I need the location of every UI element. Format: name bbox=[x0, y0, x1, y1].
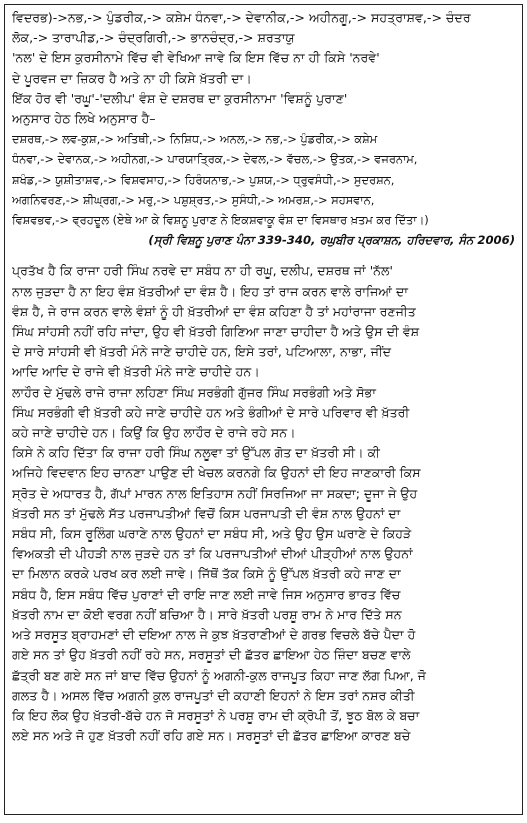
paragraph-line: ਲਾਹੌਰ ਦੇ ਮੁੱਢਲੇ ਰਾਜੇ ਰਾਜਾ ਲਹਿਣਾ ਸਿੰਘ ਸਰਭੰਗੀ ਗੁੱਜਰ ਸਿੰਘ ਸਰਭੰਗੀ ਅਤੇ ਸੋਭਾ bbox=[12, 384, 376, 400]
lineage-line: ਅਗਨਿਵਰਣ,-> ਸ਼ੀਘ੍ਰਗ,-> ਮਰੁ,-> ਪਸ਼ੁਸ਼੍ਰਤ,-> ਸੁਸੰਧੀ,-> ਅਮਰਸ਼,-> ਸਹਸਵਾਨ, bbox=[12, 192, 375, 207]
lineage-line: ਦਸ਼ਰਥ,-> ਲਵ-ਕੁਸ਼,-> ਅਤਿਥੀ,-> ਨਿਸ਼ਿਧ,-> ਅਨਲ,-> ਨਭ,-> ਪੁੰਡਰੀਕ,-> ਕਸ਼ੇਮ bbox=[12, 132, 378, 147]
paragraph-line: ਆਦਿ ਆਦਿ ਦੇ ਰਾਜੇ ਵੀ ਖ਼ੱਤਰੀ ਮੰਨੇ ਜਾਣੇ ਚਾਹੀਦੇ ਹਨ। bbox=[12, 364, 260, 380]
paragraph-line: ਗਏ ਸਨ ਤਾਂ ਉਹ ਖ਼ੱਤਰੀ ਨਹੀਂ ਰਹੇ ਸਨ, ਸਰਸੂਤਾਂ ਦੀ ਛੱਤਰ ਛਾਇਆ ਹੇਠ ਜ਼ਿੰਦਾ ਬਚਣ ਵਾਲੇ bbox=[12, 647, 411, 663]
paragraph-line: ਅਤੇ ਸਰਸੂਤ ਬ੍ਰਾਹਮਣਾਂ ਦੀ ਦਇਆ ਨਾਲ ਜੇ ਕੁਝ ਖ਼ੱਤਰਾਣੀਆਂ ਦੇ ਗਰਭ ਵਿਚਲੇ ਬੱਚੇ ਪੈਦਾ ਹੋ bbox=[12, 627, 416, 643]
lineage-line: ਵਿਸ਼ਵਭਵ,-> ਵ੍ਰਹਦੂਲ (ਏਥੇ ਆ ਕੇ ਵਿਸ਼ਨੂ ਪੁਰਾਣ ਨੇ ਇਕਸ਼ਵਾਕੂ ਵੰਸ਼ ਦਾ ਵਿਸਥਾਰ ਖ਼ਤਮ ਕਰ ਦਿੱਤਾ।) bbox=[12, 213, 429, 228]
paragraph-line: ਪ੍ਰਤੱਖ ਹੈ ਕਿ ਰਾਜਾ ਹਰੀ ਸਿੰਘ ਨਰਵੇ ਦਾ ਸਬੰਧ ਨਾ ਹੀ ਰਘੂ, ਦਲੀਪ, ਦਸ਼ਰਥ ਜਾਂ 'ਨੱਲ' bbox=[12, 263, 394, 279]
paragraph-line: ਕਿਸੇ ਨੇ ਕਹਿ ਦਿੱਤਾ ਕਿ ਰਾਜਾ ਹਰੀ ਸਿੰਘ ਨਲੂਵਾ ਤਾਂ ਉੱਪਲ ਗੋਤ ਦਾ ਖ਼ੱਤਰੀ ਸੀ। ਕੀ bbox=[12, 445, 380, 461]
paragraph-line: ਸਿੰਘ ਸਰਭੰਗੀ ਵੀ ਖ਼ੱਤਰੀ ਕਹੇ ਜਾਣੇ ਚਾਹੀਦੇ ਹਨ ਅਤੇ ਭੰਗੀਆਂ ਦੇ ਸਾਰੇ ਪਰਿਵਾਰ ਵੀ ਖ਼ੱਤਰੀ bbox=[12, 404, 410, 420]
lineage-line: ਲੋਕ,-> ਤਾਰਾਪੀਡ,-> ਚੰਦ੍ਰਗਿਰੀ,-> ਭਾਨਚੰਦ੍ਰ,-> ਸ਼ਰਤਾਯੁ bbox=[12, 30, 295, 46]
text-line: ਦੇ ਪੂਰਵਜ ਦਾ ਜ਼ਿਕਰ ਹੈ ਅਤੇ ਨਾ ਹੀ ਕਿਸੇ ਖ਼ੱਤਰੀ ਦਾ। bbox=[12, 70, 252, 86]
source-reference: (ਸ੍ਰੀ ਵਿਸ਼ਨੂ ਪੁਰਾਣ ਪੰਨਾ 339-340, ਰਘੁਬੀਰ ਪ੍ਰਕਾਸ਼ਨ, ਹਰਿਦਵਾਰ, ਸੰਨ 2006) bbox=[148, 233, 515, 248]
paragraph-line: ਖ਼ੱਤਰੀ ਸਨ ਤਾਂ ਮੁੱਢਲੇ ਸੱਤ ਪਰਜਾਪਤੀਆਂ ਵਿਚੋਂ ਕਿਸ ਪਰਜਾਪਤੀ ਦੀ ਵੰਸ਼ ਨਾਲ ਉਹਨਾਂ ਦਾ bbox=[12, 505, 401, 521]
paragraph-line: ਸਬੰਧ ਹੈ, ਇਸ ਸਬੰਧ ਵਿੱਚ ਪੁਰਾਣਾਂ ਦੀ ਰਾਇ ਜਾਣ ਲਈ ਜਾਵੇ ਜਿਸ ਅਨੁਸਾਰ ਭਾਰਤ ਵਿੱਚ bbox=[12, 586, 401, 602]
paragraph-line: ਵੰਸ਼ ਹੈ, ਜੇ ਰਾਜ ਕਰਨ ਵਾਲੇ ਵੰਸ਼ਾਂ ਨੂੰ ਹੀ ਖ਼ੱਤਰੀਆਂ ਦਾ ਵੰਸ਼ ਕਹਿਣਾ ਹੈ ਤਾਂ ਮਹਾਂਰਾਜਾ ਰਣਜੀਤ bbox=[12, 303, 416, 319]
document-page bbox=[4, 4, 523, 815]
text-line: ਇੱਕ ਹੋਰ ਵੀ 'ਰਘੂ'-'ਦਲੀਪ' ਵੰਸ਼ ਦੇ ਦਸ਼ਰਥ ਦਾ ਕੁਰਸੀਨਾਮਾ 'ਵਿਸ਼ਨੂੰ ਪੁਰਾਣ' bbox=[12, 90, 348, 106]
paragraph-line: ਕਹੇ ਜਾਣੇ ਚਾਹੀਦੇ ਹਨ। ਕਿਉਂ ਕਿ ਉਹ ਲਾਹੌਰ ਦੇ ਰਾਜੇ ਰਹੇ ਸਨ। bbox=[12, 425, 296, 441]
paragraph-line: ਸ੍ਰੋਤ ਦੇ ਅਧਾਰਤ ਹੈ, ਗੱਪਾਂ ਮਾਰਨ ਨਾਲ ਇਤਿਹਾਸ ਨਹੀਂ ਸਿਰਜਿਆ ਜਾ ਸਕਦਾ; ਦੂਜਾ ਜੇ ਉਹ bbox=[12, 485, 418, 501]
paragraph-line: ਦੇ ਸਾਰੇ ਸਾਂਹਸੀ ਵੀ ਖ਼ੱਤਰੀ ਮੰਨੇ ਜਾਣੇ ਚਾਹੀਦੇ ਹਨ, ਇਸੇ ਤਰਾਂ, ਪਟਿਆਲਾ, ਨਾਭਾ, ਜੀਂਦ bbox=[12, 344, 392, 360]
text-line: 'ਨਲ' ਦੇ ਇਸ ਕੁਰਸੀਨਾਮੇ ਵਿੱਚ ਵੀ ਵੇਖਿਆ ਜਾਵੇ ਕਿ ਇਸ ਵਿੱਚ ਨਾ ਹੀ ਕਿਸੇ 'ਨਰਵੇ' bbox=[12, 50, 380, 66]
paragraph-line: ਲਏ ਸਨ ਅਤੇ ਜੋ ਹੁਣ ਖ਼ੱਤਰੀ ਨਹੀਂ ਰਹਿ ਗਏ ਸਨ। ਸਰਸੂਤਾਂ ਦੀ ਛੱਤਰ ਛਾਇਆ ਕਾਰਣ ਬਚੇ bbox=[12, 728, 411, 744]
paragraph-line: ਖ਼ੱਤਰੀ ਨਾਮ ਦਾ ਕੋਈ ਵਰਗ ਨਹੀਂ ਬਚਿਆ ਹੈ। ਸਾਰੇ ਖ਼ੱਤਰੀ ਪਰਸ਼ੂ ਰਾਮ ਨੇ ਮਾਰ ਦਿੱਤੇ ਸਨ bbox=[12, 606, 402, 622]
paragraph-line: ਸਿੰਘ ਸਾਂਹਸੀ ਨਹੀਂ ਰਹਿ ਜਾਂਦਾ, ਉਹ ਵੀ ਖ਼ੱਤਰੀ ਗਿਣਿਆ ਜਾਣਾ ਚਾਹੀਦਾ ਹੈ ਅਤੇ ਉਸ ਦੀ ਵੰਸ਼ bbox=[12, 324, 420, 340]
lineage-line: ਧੰਨਵਾ,-> ਦੇਵਾਨਕ,-> ਅਹੀਨਗ,-> ਪਾਰਯਾਤ੍ਰਿਕ,-> ਦੇਵਲ,-> ਵੱਚਲ,-> ਉਤਕ,-> ਵਜਰਨਾਮ, bbox=[12, 152, 418, 167]
paragraph-line: ਕਿ ਇਹ ਲੋਕ ਉਹ ਖ਼ੱਤਰੀ-ਬੱਚੇ ਹਨ ਜੋ ਸਰਸੂਤਾਂ ਨੇ ਪਰਸ਼ੂ ਰਾਮ ਦੀ ਕ੍ਰੋਪੀ ਤੋਂ, ਝੂਠ ਬੋਲ ਕੇ ਬਚਾ bbox=[12, 707, 420, 723]
paragraph-line: ਨਾਲ ਜੁੜਦਾ ਹੈ ਨਾ ਇਹ ਵੰਸ਼ ਖ਼ੱਤਰੀਆਂ ਦਾ ਵੰਸ਼ ਹੈ। ਇਹ ਤਾਂ ਰਾਜ ਕਰਨ ਵਾਲੇ ਰਾਜਿਆਂ ਦਾ bbox=[12, 283, 408, 299]
paragraph-line: ਗਲਤ ਹੈ। ਅਸਲ ਵਿੱਚ ਅਗਨੀ ਕੁਲ ਰਾਜਪੂਤਾਂ ਦੀ ਕਹਾਣੀ ਇਹਨਾਂ ਨੇ ਇਸ ਤਰਾਂ ਨਸ਼ਰ ਕੀਤੀ bbox=[12, 687, 415, 703]
paragraph-line: ਵਿਅਕਤੀ ਦੀ ਪੀਹੜੀ ਨਾਲ ਜੁੜਦੇ ਹਨ ਤਾਂ ਕਿ ਪਰਜਾਪਤੀਆਂ ਦੀਆਂ ਪੀੜ੍ਹੀਆਂ ਨਾਲ ਉਹਨਾਂ bbox=[12, 546, 413, 562]
paragraph-line: ਦਾ ਮਿਲਾਨ ਕਰਕੇ ਪਰਖ ਕਰ ਲਈ ਜਾਵੇ। ਜਿੱਥੋਂ ਤੱਕ ਕਿਸੇ ਨੂੰ ਉੱਪਲ ਖ਼ੱਤਰੀ ਕਹੇ ਜਾਣ ਦਾ bbox=[12, 566, 401, 582]
paragraph-gap bbox=[12, 250, 515, 261]
text-line: ਅਨੁਸਾਰ ਹੇਠ ਲਿਖੇ ਅਨੁਸਾਰ ਹੈ– bbox=[12, 111, 156, 127]
lineage-line: ਸ਼ਖੰਡ,-> ਯੁਸ਼ੀਤਾਸ਼ਵ,-> ਵਿਸ਼ਵਸਾਹ,-> ਹਿਰੰਯਨਾਭ,-> ਪੁਸ਼ਯ,-> ਧ੍ਰੁਵਸੰਧੀ,-> ਸੁਦਰਸ਼ਨ, bbox=[12, 172, 395, 187]
paragraph-line: ਛੱਤ੍ਰੀ ਬਣ ਗਏ ਸਨ ਜਾਂ ਬਾਦ ਵਿੱਚ ਉਹਨਾਂ ਨੂੰ ਅਗਨੀ-ਕੁਲ ਰਾਜਪੂਤ ਕਿਹਾ ਜਾਣ ਲੱਗ ਪਿਆ, ਜੋ bbox=[12, 667, 427, 683]
lineage-line: ਵਿਦਰਭ)->ਨਭ,-> ਪੁੰਡਰੀਕ,-> ਕਸ਼ੇਮ ਧੰਨਵਾ,-> ਦੇਵਾਨੀਕ,-> ਅਹੀਨਗੂ,-> ਸਹਤ੍ਰਾਸ਼ਵ,-> ਚੰਦਰ bbox=[12, 10, 471, 25]
paragraph-line: ਸਬੰਧ ਸੀ, ਕਿਸ ਰੂਲਿੰਗ ਘਰਾਣੇ ਨਾਲ ਉਹਨਾਂ ਦਾ ਸਬੰਧ ਸੀ, ਅਤੇ ਉਹ ਉਸ ਘਰਾਣੇ ਦੇ ਕਿਹੜੇ bbox=[12, 526, 412, 542]
paragraph-line: ਅਜਿਹੇ ਵਿਦਵਾਨ ਇਹ ਚਾਨਣਾ ਪਾਉਣ ਦੀ ਖੇਚਲ ਕਰਨਗੇ ਕਿ ਉਹਨਾਂ ਦੀ ਇਹ ਜਾਣਕਾਰੀ ਕਿਸ bbox=[12, 465, 421, 481]
